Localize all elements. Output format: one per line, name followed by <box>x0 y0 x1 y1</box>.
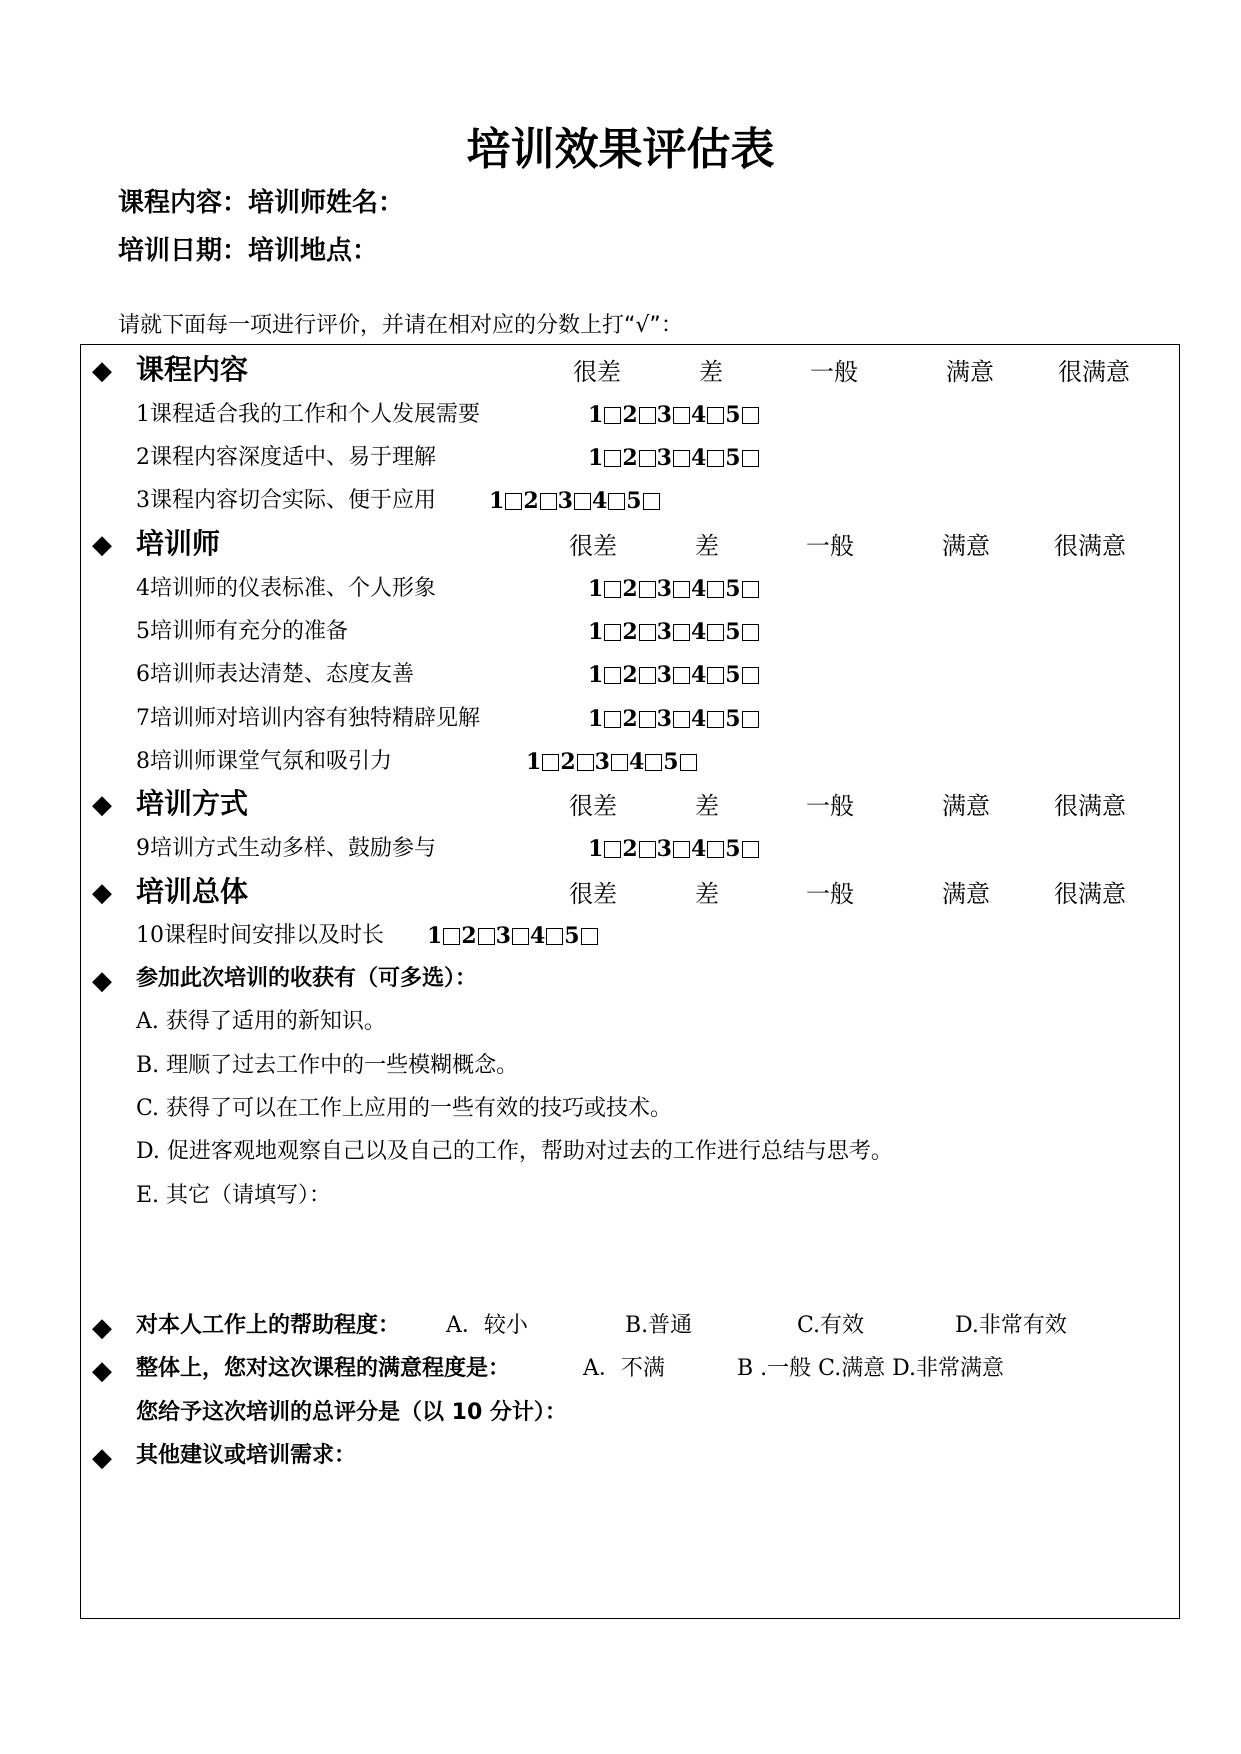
score-checkbox[interactable] <box>742 407 759 424</box>
scale-label: 一般 <box>810 358 858 386</box>
bullet-diamond-icon: ◆ <box>92 966 112 996</box>
score-checkbox[interactable] <box>611 754 628 771</box>
score-checkbox[interactable] <box>443 928 460 945</box>
score-checkbox[interactable] <box>673 841 690 858</box>
score-number: 4 <box>690 619 707 645</box>
score-checkbox[interactable] <box>546 928 563 945</box>
score-number: 2 <box>560 749 576 775</box>
score-number: 3 <box>656 402 672 428</box>
satisfaction-question: 整体上，您对这次课程的满意程度是： <box>136 1356 511 1381</box>
score-checkbox-group <box>526 751 698 773</box>
score-checkbox[interactable] <box>742 624 759 641</box>
score-number: 4 <box>591 488 608 514</box>
score-number: 1 <box>588 576 604 602</box>
score-number: 1 <box>588 445 604 471</box>
help-option-c: C.有效 <box>797 1313 865 1338</box>
score-checkbox[interactable] <box>639 711 656 728</box>
score-checkbox-group <box>588 578 760 600</box>
scale-label: 差 <box>695 532 719 560</box>
section-title-course: 课程内容 <box>136 353 249 386</box>
score-checkbox[interactable] <box>707 624 724 641</box>
bullet-diamond-icon: ◆ <box>92 790 112 820</box>
score-number: 3 <box>656 576 672 602</box>
satisfaction-option-rest: B .一般 C.满意 D.非常满意 <box>737 1356 1005 1381</box>
score-number: 1 <box>489 488 505 514</box>
score-checkbox[interactable] <box>673 581 690 598</box>
suggestions-question: 其他建议或培训需求： <box>136 1443 357 1468</box>
satisfaction-option-a: A．不满 <box>583 1356 665 1381</box>
scale-label: 差 <box>695 792 719 820</box>
help-option-a: A．较小 <box>446 1313 528 1338</box>
score-checkbox[interactable] <box>639 624 656 641</box>
score-checkbox[interactable] <box>478 928 495 945</box>
score-number: 1 <box>427 923 443 949</box>
score-number: 2 <box>622 706 638 732</box>
score-number: 5 <box>663 749 679 775</box>
scale-label: 一般 <box>806 532 854 560</box>
score-checkbox-group <box>427 925 599 947</box>
score-checkbox[interactable] <box>639 450 656 467</box>
bullet-diamond-icon: ◆ <box>92 1356 112 1386</box>
rating-item: 7培训师对培训内容有独特精辟见解 <box>136 706 481 731</box>
score-checkbox[interactable] <box>742 581 759 598</box>
score-checkbox-group <box>588 404 760 426</box>
score-number: 5 <box>725 619 741 645</box>
scale-label: 很满意 <box>1054 792 1126 820</box>
gains-option-d: D. 促进客观地观察自己以及自己的工作，帮助对过去的工作进行总结与思考。 <box>136 1139 893 1164</box>
score-checkbox-group <box>588 708 760 730</box>
score-number: 4 <box>628 749 645 775</box>
score-checkbox[interactable] <box>707 581 724 598</box>
scale-label: 很差 <box>569 880 617 908</box>
gains-option-c: C. 获得了可以在工作上应用的一些有效的技巧或技术。 <box>136 1096 673 1121</box>
bullet-diamond-icon: ◆ <box>92 530 112 560</box>
score-checkbox[interactable] <box>577 754 594 771</box>
score-checkbox[interactable] <box>742 841 759 858</box>
scale-label: 差 <box>699 358 723 386</box>
course-trainer-line: 课程内容：培训师姓名： <box>118 188 405 218</box>
score-checkbox[interactable] <box>604 711 621 728</box>
gains-option-a: A. 获得了适用的新知识。 <box>136 1009 386 1034</box>
score-checkbox-group <box>588 621 760 643</box>
gains-option-b: B. 理顺了过去工作中的一些模糊概念。 <box>136 1053 519 1078</box>
score-checkbox-group <box>588 664 760 686</box>
scale-label: 很满意 <box>1058 358 1130 386</box>
score-number: 3 <box>656 445 672 471</box>
score-checkbox-group <box>489 490 661 512</box>
score-number: 2 <box>523 488 539 514</box>
score-number: 2 <box>622 836 638 862</box>
scale-label: 一般 <box>806 880 854 908</box>
scale-label: 很满意 <box>1054 532 1126 560</box>
score-checkbox[interactable] <box>707 841 724 858</box>
scale-label: 很差 <box>569 792 617 820</box>
score-checkbox[interactable] <box>604 841 621 858</box>
bullet-diamond-icon: ◆ <box>92 1443 112 1473</box>
score-number: 5 <box>725 662 741 688</box>
score-checkbox[interactable] <box>673 667 690 684</box>
score-checkbox[interactable] <box>707 407 724 424</box>
score-checkbox[interactable] <box>639 667 656 684</box>
score-number: 5 <box>564 923 580 949</box>
score-number: 4 <box>690 662 707 688</box>
score-checkbox[interactable] <box>742 667 759 684</box>
score-checkbox[interactable] <box>673 407 690 424</box>
rating-item: 3课程内容切合实际、便于应用 <box>136 488 437 513</box>
score-checkbox[interactable] <box>639 841 656 858</box>
help-option-d: D.非常有效 <box>955 1313 1067 1338</box>
score-checkbox[interactable] <box>639 581 656 598</box>
score-number: 3 <box>656 662 672 688</box>
score-checkbox[interactable] <box>742 711 759 728</box>
score-number: 1 <box>588 619 604 645</box>
bullet-diamond-icon: ◆ <box>92 878 112 908</box>
score-number: 2 <box>461 923 477 949</box>
score-number: 4 <box>690 576 707 602</box>
score-checkbox[interactable] <box>505 493 522 510</box>
score-number: 1 <box>588 662 604 688</box>
scale-label: 差 <box>695 880 719 908</box>
help-question: 对本人工作上的帮助程度： <box>136 1313 401 1338</box>
score-number: 3 <box>656 836 672 862</box>
rating-item: 9培训方式生动多样、鼓励参与 <box>136 836 437 861</box>
score-number: 2 <box>622 445 638 471</box>
section-title-method: 培训方式 <box>136 787 249 820</box>
rating-item: 2课程内容深度适中、易于理解 <box>136 445 437 470</box>
score-checkbox[interactable] <box>581 928 598 945</box>
overall-score-question: 您给予这次培训的总评分是（以 10 分计）： <box>136 1400 567 1425</box>
score-checkbox[interactable] <box>608 493 625 510</box>
section-title-trainer: 培训师 <box>136 527 221 560</box>
score-number: 2 <box>622 402 638 428</box>
score-checkbox[interactable] <box>742 450 759 467</box>
score-checkbox[interactable] <box>604 450 621 467</box>
score-checkbox[interactable] <box>604 407 621 424</box>
score-number: 3 <box>656 619 672 645</box>
rating-item: 1课程适合我的工作和个人发展需要 <box>136 402 481 427</box>
score-checkbox[interactable] <box>512 928 529 945</box>
score-number: 3 <box>656 706 672 732</box>
score-number: 1 <box>526 749 542 775</box>
gains-option-e: E. 其它（请填写）： <box>136 1183 332 1208</box>
scale-label: 很差 <box>573 358 621 386</box>
scale-label: 满意 <box>942 792 990 820</box>
scale-label: 很差 <box>569 532 617 560</box>
score-number: 2 <box>622 576 638 602</box>
score-checkbox[interactable] <box>707 711 724 728</box>
score-checkbox[interactable] <box>707 667 724 684</box>
score-checkbox[interactable] <box>673 450 690 467</box>
score-number: 5 <box>725 576 741 602</box>
score-checkbox[interactable] <box>540 493 557 510</box>
score-number: 4 <box>690 445 707 471</box>
score-number: 1 <box>588 836 604 862</box>
scale-label: 满意 <box>942 532 990 560</box>
score-number: 1 <box>588 706 604 732</box>
score-number: 4 <box>690 402 707 428</box>
score-number: 3 <box>495 923 511 949</box>
score-number: 2 <box>622 619 638 645</box>
score-number: 5 <box>725 445 741 471</box>
score-checkbox[interactable] <box>542 754 559 771</box>
date-location-line: 培训日期：培训地点： <box>118 236 379 266</box>
score-number: 4 <box>529 923 546 949</box>
score-number: 3 <box>594 749 610 775</box>
score-number: 2 <box>622 662 638 688</box>
bullet-diamond-icon: ◆ <box>92 356 112 386</box>
instruction-text: 请就下面每一项进行评价，并请在相对应的分数上打“√”： <box>118 313 683 338</box>
page-title: 培训效果评估表 <box>466 124 775 175</box>
score-number: 5 <box>725 706 741 732</box>
bullet-diamond-icon: ◆ <box>92 1313 112 1343</box>
score-checkbox[interactable] <box>604 581 621 598</box>
score-checkbox[interactable] <box>673 711 690 728</box>
rating-item: 4培训师的仪表标准、个人形象 <box>136 576 437 601</box>
score-checkbox[interactable] <box>645 754 662 771</box>
scale-label: 很满意 <box>1054 880 1126 908</box>
score-checkbox[interactable] <box>673 624 690 641</box>
score-checkbox-group <box>588 447 760 469</box>
section-title-overall: 培训总体 <box>136 875 249 908</box>
score-checkbox[interactable] <box>643 493 660 510</box>
score-checkbox[interactable] <box>680 754 697 771</box>
rating-item: 6培训师表达清楚、态度友善 <box>136 662 415 687</box>
score-number: 4 <box>690 706 707 732</box>
score-number: 5 <box>725 836 741 862</box>
score-number: 3 <box>557 488 573 514</box>
rating-item: 5培训师有充分的准备 <box>136 619 349 644</box>
scale-label: 满意 <box>942 880 990 908</box>
gains-question: 参加此次培训的收获有（可多选）： <box>136 966 478 991</box>
score-checkbox[interactable] <box>707 450 724 467</box>
score-checkbox[interactable] <box>604 667 621 684</box>
score-checkbox[interactable] <box>639 407 656 424</box>
scale-label: 满意 <box>946 358 994 386</box>
score-number: 5 <box>626 488 642 514</box>
help-option-b: B.普通 <box>625 1313 693 1338</box>
score-number: 4 <box>690 836 707 862</box>
rating-item: 10课程时间安排以及时长 <box>136 923 385 948</box>
score-checkbox[interactable] <box>604 624 621 641</box>
score-number: 1 <box>588 402 604 428</box>
rating-item: 8培训师课堂气氛和吸引力 <box>136 749 393 774</box>
score-checkbox[interactable] <box>574 493 591 510</box>
score-checkbox-group <box>588 838 760 860</box>
score-number: 5 <box>725 402 741 428</box>
scale-label: 一般 <box>806 792 854 820</box>
